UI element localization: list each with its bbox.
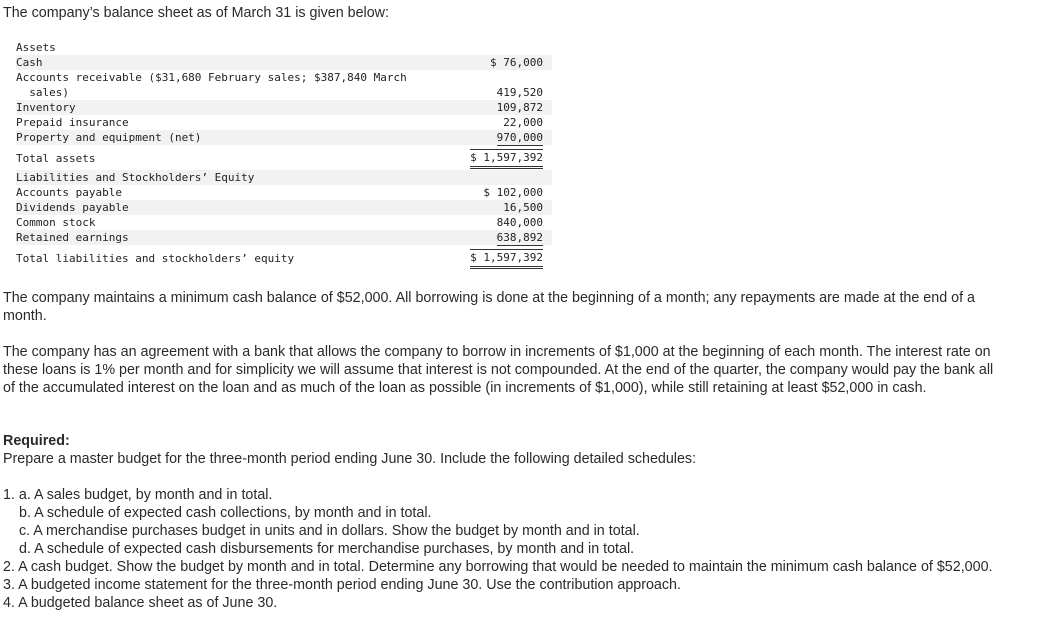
list-item: 4. A budgeted balance sheet as of June 30. bbox=[3, 595, 278, 611]
schedule-list bbox=[3, 486, 1003, 612]
list-item: d. A schedule of expected cash disbursements for merchandise purchases, by month and in total. bbox=[19, 541, 635, 557]
total-liabilities-amount: $ 1,597,392 bbox=[470, 249, 543, 269]
liabilities-header: Liabilities and Stockholders’ Equity bbox=[16, 171, 255, 184]
table-row bbox=[16, 115, 552, 130]
list-item: b. A schedule of expected cash collections, by month and in total. bbox=[19, 505, 432, 521]
intro-text: The company’s balance sheet as of March 31 is given below: bbox=[3, 5, 389, 21]
row-label: Accounts receivable ($31,680 February sales; $387,840 March bbox=[16, 71, 407, 84]
list-item: c. A merchandise purchases budget in units and in dollars. Show the budget by month and in total. bbox=[19, 523, 640, 539]
row-amount: 109,872 bbox=[496, 101, 543, 114]
row-label: Inventory bbox=[16, 101, 76, 114]
table-row bbox=[16, 230, 552, 245]
row-label: Retained earnings bbox=[16, 231, 129, 244]
list-item: 2. A cash budget. Show the budget by month and in total. Determine any borrowing that would be needed to maintain the minimum cash balance of $52,000. bbox=[3, 559, 993, 575]
table-row bbox=[16, 130, 552, 145]
table-row bbox=[16, 70, 552, 85]
list-item: 1. a. A sales budget, by month and in total. bbox=[3, 487, 273, 503]
total-assets-amount: $ 1,597,392 bbox=[470, 149, 543, 169]
row-amount: 22,000 bbox=[503, 116, 543, 129]
row-amount: 970,000 bbox=[496, 131, 543, 144]
total-assets-label: Total assets bbox=[16, 152, 96, 165]
total-liabilities-label: Total liabilities and stockholders’ equity bbox=[16, 252, 295, 265]
table-row bbox=[16, 100, 552, 115]
total-assets-row bbox=[16, 151, 552, 166]
table-row bbox=[16, 55, 552, 70]
row-amount: 16,500 bbox=[503, 201, 543, 214]
row-amount: 638,892 bbox=[496, 231, 543, 244]
row-label: Cash bbox=[16, 56, 43, 69]
row-amount: 419,520 bbox=[496, 86, 543, 99]
row-amount: 840,000 bbox=[496, 216, 543, 229]
minimum-cash-paragraph: The company maintains a minimum cash balance of $52,000. All borrowing is done at the beginning of a month; any repayments are made at the end of a month. bbox=[3, 290, 975, 324]
row-amount: $ 102,000 bbox=[483, 186, 543, 199]
assets-header-row bbox=[16, 40, 552, 55]
table-row bbox=[16, 215, 552, 230]
liabilities-header-row bbox=[16, 170, 552, 185]
assets-header: Assets bbox=[16, 41, 56, 54]
row-label: Prepaid insurance bbox=[16, 116, 129, 129]
row-amount: $ 76,000 bbox=[490, 56, 543, 69]
row-label: Common stock bbox=[16, 216, 96, 229]
bank-loan-paragraph: The company has an agreement with a bank that allows the company to borrow in increments of $1,000 at the beginning of each month. The interest rate on these loans is 1% per month and for simplicity we will assume that interest is not compounded. At the end of the quarter, the company would pay the bank all of the accumulated interest on the loan and as much of the loan as possible (in increments of $1,000), while still retaining at least $52,000 in cash. bbox=[3, 344, 994, 396]
row-label: Accounts payable bbox=[16, 186, 122, 199]
row-label-continued: sales) bbox=[16, 86, 69, 99]
total-liabilities-row bbox=[16, 251, 552, 266]
row-label: Property and equipment (net) bbox=[16, 131, 202, 144]
table-row bbox=[16, 185, 552, 200]
table-row bbox=[16, 200, 552, 215]
row-label: Dividends payable bbox=[16, 201, 129, 214]
required-section bbox=[3, 432, 1003, 468]
list-item: 3. A budgeted income statement for the three-month period ending June 30. Use the contribution approach. bbox=[3, 577, 681, 593]
required-text: Prepare a master budget for the three-month period ending June 30. Include the following detailed schedules: bbox=[3, 451, 697, 467]
required-label: Required: bbox=[3, 433, 70, 449]
table-row bbox=[16, 85, 552, 100]
